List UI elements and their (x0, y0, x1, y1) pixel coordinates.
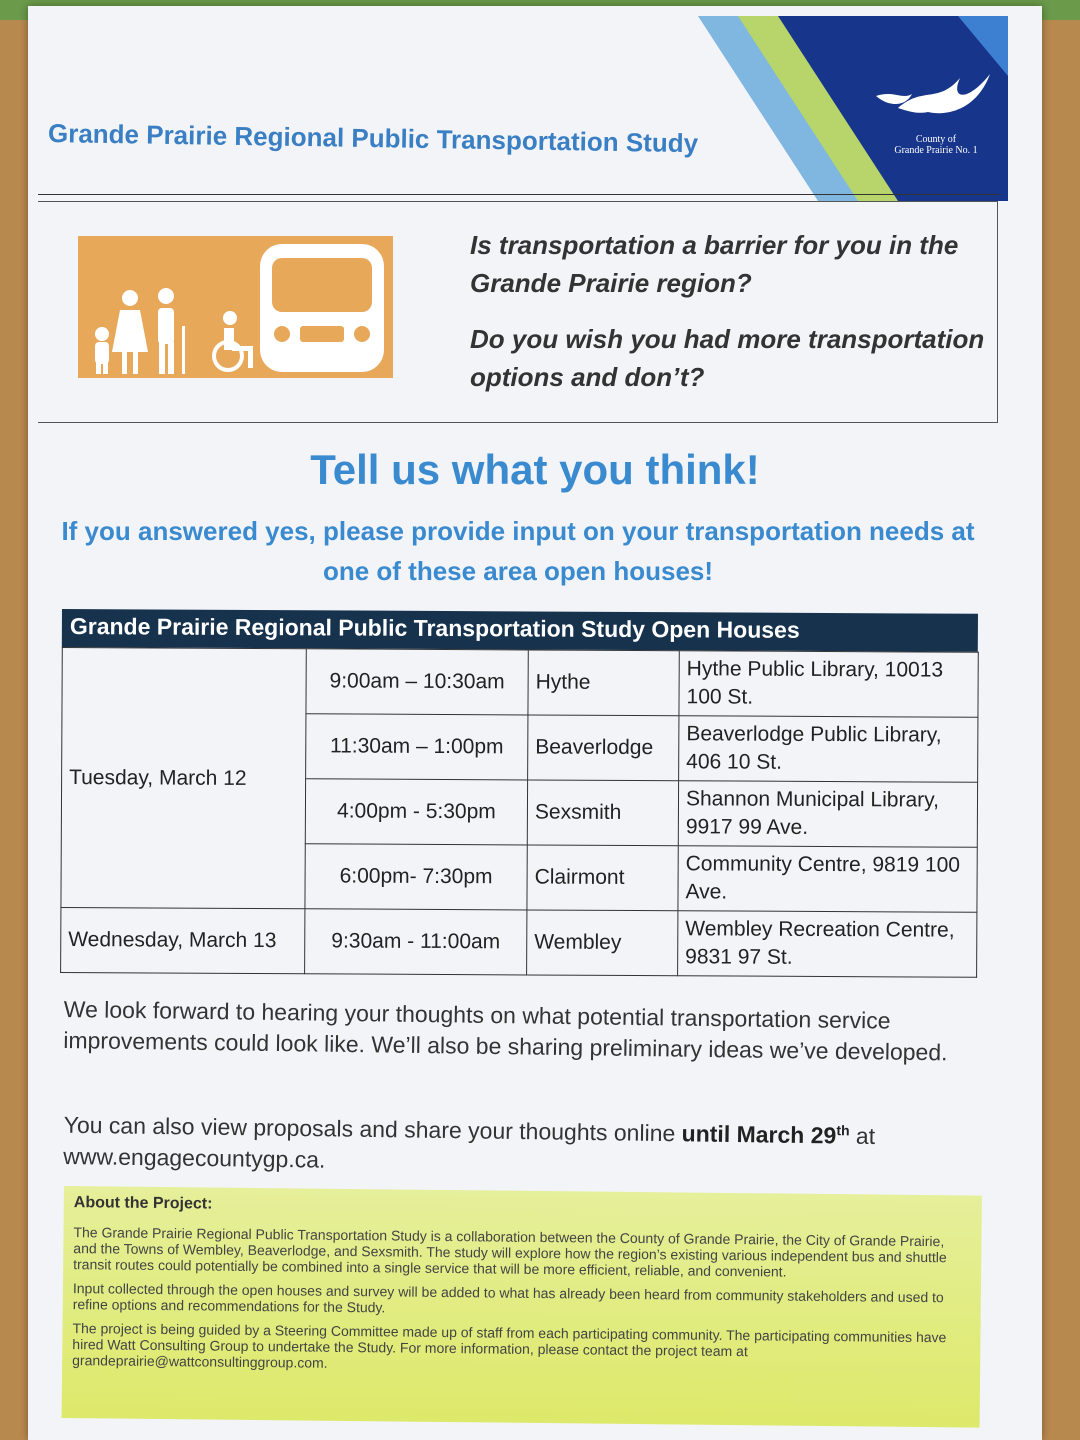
time-cell: 4:00pm - 5:30pm (305, 779, 527, 845)
venue-cell: Beaverlodge Public Library, 406 10 St. (679, 716, 978, 783)
about-project-box (62, 1186, 982, 1428)
about-title: About the Project: (73, 1194, 213, 1213)
question-box (38, 201, 998, 423)
town-cell: Wembley (527, 910, 678, 976)
time-cell: 11:30am – 1:00pm (306, 714, 528, 780)
call-to-action-headline: Tell us what you think! (310, 446, 760, 493)
intro-paragraph: We look forward to hearing your thoughts on what potential transportation service improvements could look like. We’ll also be sharing preliminary ideas we’ve developed. (63, 995, 948, 1066)
town-cell: Sexsmith (527, 780, 678, 846)
logo-line-2: Grande Prairie No. 1 (894, 145, 978, 156)
table-row (62, 648, 978, 718)
about-paragraph: The project is being guided by a Steering Committee made up of staff from each participating community. The participating communities have hired Watt Consulting Group to undertake the Study. For more information, please contact the project team at grandeprairie@wattconsultinggroup.com. (72, 1320, 947, 1371)
call-to-action-subhead: If you answered yes, please provide input on your transportation needs at one of these area open houses! (61, 516, 975, 586)
logo-line-1: County of (915, 134, 957, 145)
online-paragraph (63, 1104, 984, 1184)
open-house-schedule (60, 609, 978, 978)
date-cell: Wednesday, March 13 (61, 907, 305, 973)
about-paragraph: Input collected through the open houses and survey will be added to what has already been heard from community stakeholders and used to refine options and recommendations for the Study. (72, 1280, 944, 1316)
logo-stripes-icon (698, 16, 1008, 201)
deadline-text: until March 29 (681, 1120, 837, 1149)
town-cell: Clairmont (527, 845, 678, 911)
table-row (61, 907, 977, 977)
about-paragraph: The Grande Prairie Regional Public Transportation Study is a collaboration between the County of Grande Prairie, the City of Grande Prairie, and the Towns of Wembley, Beaverlodge, and Sexsmith. The study will explore how the region’s existing various independent bus and shuttle transit routes could potentially be combined into a single service that will be more efficient, reliable, and convenient. (73, 1224, 947, 1280)
venue-cell: Community Centre, 9819 100 Ave. (678, 846, 977, 913)
schedule-table (60, 647, 979, 978)
deadline-suffix: th (836, 1121, 850, 1138)
logo-caption (876, 134, 996, 156)
town-cell: Hythe (528, 650, 679, 716)
flyer-page (28, 6, 1042, 1440)
page-title: Grande Prairie Regional Public Transportation Study (47, 118, 699, 159)
venue-cell: Wembley Recreation Centre, 9831 97 St. (678, 911, 977, 978)
time-cell: 6:00pm- 7:30pm (305, 844, 527, 910)
online-text-start: You can also view proposals and share your thoughts online (63, 1111, 682, 1147)
schedule-heading: Grande Prairie Regional Public Transportation Study Open Houses (62, 609, 978, 652)
venue-cell: Hythe Public Library, 10013 100 St. (679, 651, 978, 718)
venue-cell: Shannon Municipal Library, 9917 99 Ave. (678, 781, 977, 848)
time-cell: 9:00am – 10:30am (306, 649, 528, 715)
time-cell: 9:30am - 11:00am (305, 909, 527, 975)
transit-riders-icon (78, 236, 393, 378)
town-cell: Beaverlodge (528, 715, 679, 781)
question-barrier: Is transportation a barrier for you in the Grande Prairie region? (470, 230, 959, 298)
question-options: Do you wish you had more transportation options and don’t? (470, 324, 985, 392)
county-logo (698, 16, 1008, 201)
top-divider (38, 194, 1000, 195)
date-cell: Tuesday, March 12 (61, 648, 306, 909)
online-text-end: at www.engagecountygp.ca. (63, 1122, 876, 1173)
